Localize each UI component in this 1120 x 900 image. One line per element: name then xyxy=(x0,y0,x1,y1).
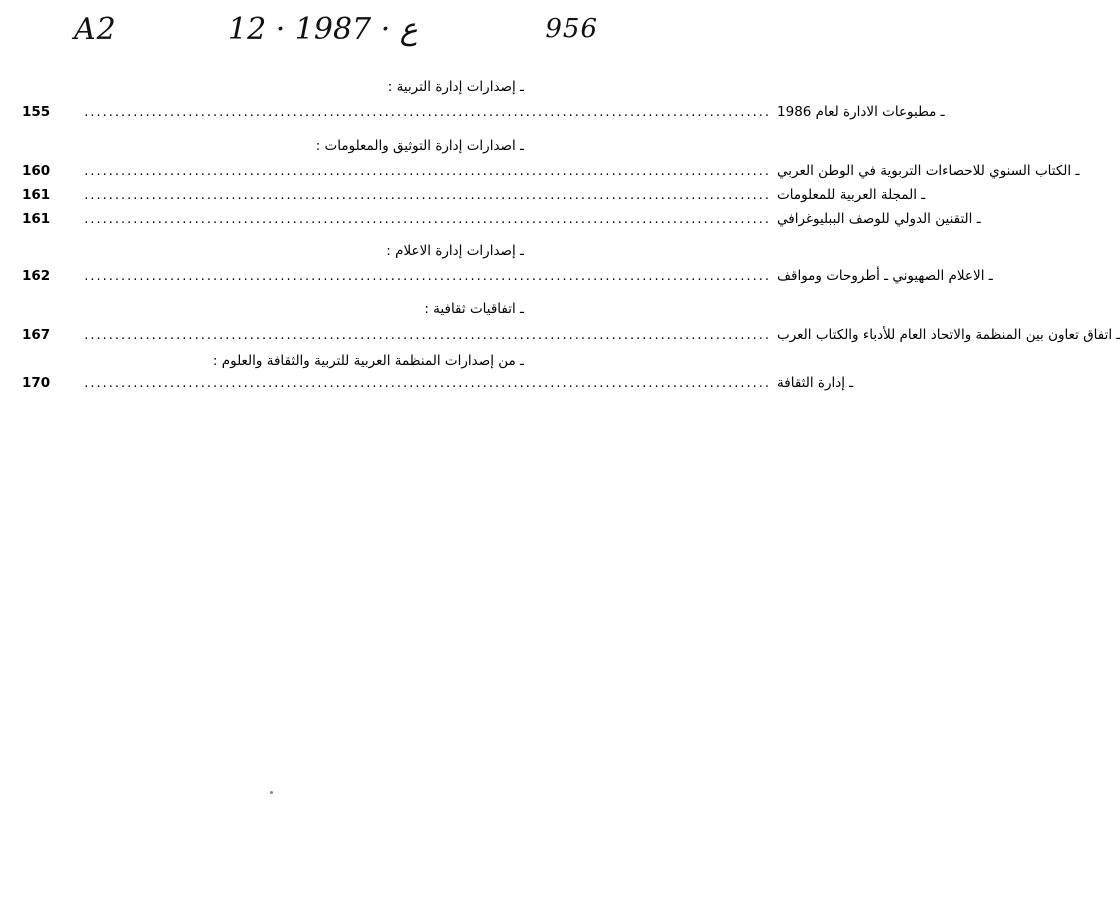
dot-leader: ................................................................................................................ xyxy=(84,164,772,179)
dot-leader: ................................................................................................................ xyxy=(84,376,772,391)
entry-title: ـ إدارة الثقافة xyxy=(777,375,854,391)
entry-title: ـ التقنين الدولي للوصف الببليوغرافي xyxy=(777,211,981,227)
dot-leader: ................................................................................................................ xyxy=(84,212,772,227)
toc-entry xyxy=(22,373,854,393)
section-heading xyxy=(22,299,524,319)
toc-entry xyxy=(22,161,1080,181)
section-heading xyxy=(22,351,524,371)
dot-leader: ................................................................................................................ xyxy=(84,105,772,120)
entry-title: ـ مطبوعات الادارة لعام 1986 xyxy=(777,104,945,120)
toc-entry xyxy=(22,325,1120,345)
page-number: 155 xyxy=(22,104,51,120)
handwritten-date: 12 · ع · 1987 xyxy=(228,12,418,47)
section-heading-text: ـ إصدارات إدارة التربية : xyxy=(387,79,524,95)
entry-title: ـ المجلة العربية للمعلومات xyxy=(777,187,926,203)
page-number: 162 xyxy=(22,268,51,284)
toc-entry xyxy=(22,102,945,122)
dot-leader: ................................................................................................................ xyxy=(84,269,772,284)
dot-leader: ................................................................................................................ xyxy=(84,328,772,343)
toc-entry xyxy=(22,185,926,205)
entry-title: ـ اتفاق تعاون بين المنظمة والاتحاد العام للأدباء والكتاب العرب xyxy=(777,327,1120,343)
page-number: 160 xyxy=(22,163,51,179)
dot-leader: ................................................................................................................ xyxy=(84,188,772,203)
page-number: 161 xyxy=(22,187,51,203)
section-heading xyxy=(22,136,524,156)
section-heading-text: ـ من إصدارات المنظمة العربية للتربية والثقافة والعلوم : xyxy=(212,353,524,369)
handwritten-number: 956 xyxy=(545,14,598,44)
toc-entry xyxy=(22,266,993,286)
section-heading-text: ـ اصدارات إدارة التوثيق والمعلومات : xyxy=(315,138,524,154)
page-number: 161 xyxy=(22,211,51,227)
page-number: 170 xyxy=(22,375,51,391)
scan-speck xyxy=(270,791,273,794)
section-heading xyxy=(22,77,524,97)
handwritten-code: A2 xyxy=(74,12,117,47)
page-number: 167 xyxy=(22,327,51,343)
toc-entry xyxy=(22,209,981,229)
section-heading-text: ـ اتفاقيات ثقافية : xyxy=(424,301,524,317)
entry-title: ـ الاعلام الصهيوني ـ أطروحات ومواقف xyxy=(777,268,993,284)
section-heading-text: ـ إصدارات إدارة الاعلام : xyxy=(386,243,524,259)
section-heading xyxy=(22,241,524,261)
entry-title: ـ الكتاب السنوي للاحصاءات التربوية في الوطن العربي xyxy=(777,163,1080,179)
